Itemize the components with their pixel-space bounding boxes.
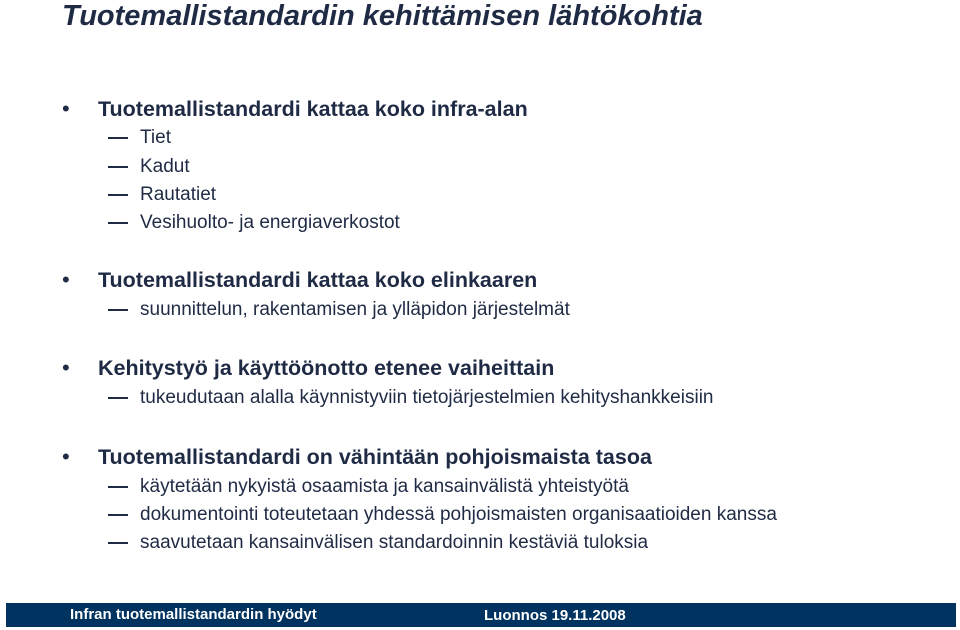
bullet-3 bbox=[62, 354, 554, 382]
sub-item bbox=[108, 385, 713, 411]
sub-item bbox=[108, 210, 400, 236]
dash-icon bbox=[108, 542, 128, 544]
sub-item-text: käytetään nykyistä osaamista ja kansainvälistä yhteistyötä bbox=[140, 476, 629, 497]
sub-item-text: dokumentointi toteutetaan yhdessä pohjoismaisten organisaatioiden kanssa bbox=[140, 504, 777, 525]
dash-icon bbox=[108, 166, 128, 168]
bullet-dot: • bbox=[62, 355, 70, 380]
bullet-1 bbox=[62, 95, 528, 123]
sub-item bbox=[108, 297, 570, 323]
dash-icon bbox=[108, 486, 128, 488]
sub-item-text: tukeudutaan alalla käynnistyviin tietojärjestelmien kehityshankkeisiin bbox=[140, 387, 714, 408]
sub-item-text: saavutetaan kansainvälisen standardoinnin kestäviä tuloksia bbox=[140, 532, 649, 553]
dash-icon bbox=[108, 222, 128, 224]
sub-item-text: Rautatiet bbox=[140, 184, 217, 205]
sub-item bbox=[108, 474, 629, 500]
bullet-dot: • bbox=[62, 96, 70, 121]
bullet-4 bbox=[62, 443, 652, 471]
dash-icon bbox=[108, 194, 128, 196]
footer-date-text: Luonnos 19.11.2008 bbox=[484, 607, 626, 624]
bullet-4-text: Tuotemallistandardi on vähintään pohjoismaista tasoa bbox=[98, 444, 652, 469]
sub-item bbox=[108, 530, 648, 556]
sub-item bbox=[108, 125, 171, 151]
sub-item bbox=[108, 182, 216, 208]
dash-icon bbox=[108, 397, 128, 399]
sub-item-text: Kadut bbox=[140, 156, 190, 177]
bullet-2-text: Tuotemallistandardi kattaa koko elinkaaren bbox=[98, 267, 538, 292]
sub-item bbox=[108, 154, 190, 180]
dash-icon bbox=[108, 137, 128, 139]
dash-icon bbox=[108, 309, 128, 311]
sub-item-text: Vesihuolto- ja energiaverkostot bbox=[140, 212, 400, 233]
bullet-3-text: Kehitystyö ja käyttöönotto etenee vaiheittain bbox=[98, 355, 555, 380]
sub-item bbox=[108, 502, 777, 528]
dash-icon bbox=[108, 514, 128, 516]
bullet-2 bbox=[62, 266, 537, 294]
footer-left-text: Infran tuotemallistandardin hyödyt bbox=[70, 606, 317, 623]
sub-item-text: Tiet bbox=[140, 127, 171, 148]
footer-bar bbox=[6, 603, 956, 627]
bullet-1-text: Tuotemallistandardi kattaa koko infra-alan bbox=[98, 96, 528, 121]
bullet-dot: • bbox=[62, 267, 70, 292]
bullet-dot: • bbox=[62, 444, 70, 469]
slide-title: Tuotemallistandardin kehittämisen lähtökohtia bbox=[62, 0, 703, 32]
sub-item-text: suunnittelun, rakentamisen ja ylläpidon järjestelmät bbox=[140, 299, 570, 320]
